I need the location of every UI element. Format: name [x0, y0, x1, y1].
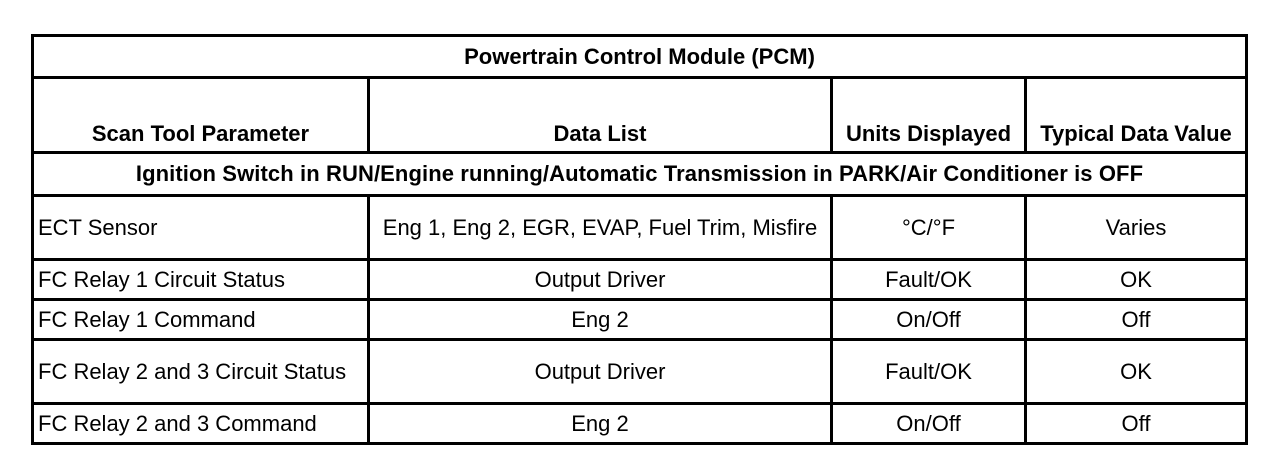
- cell-typical: Off: [1026, 404, 1247, 444]
- cell-param: FC Relay 2 and 3 Circuit Status: [33, 340, 369, 404]
- cell-typical: OK: [1026, 340, 1247, 404]
- table-row: [33, 340, 1247, 404]
- cell-param: FC Relay 2 and 3 Command: [33, 404, 369, 444]
- cell-data-list: Eng 2: [369, 300, 832, 340]
- cell-data-list: Eng 2: [369, 404, 832, 444]
- cell-units: Fault/OK: [832, 260, 1026, 300]
- cell-data-list: Eng 1, Eng 2, EGR, EVAP, Fuel Trim, Misfire: [369, 196, 832, 260]
- table-row: [33, 404, 1247, 444]
- condition-row: [33, 153, 1247, 196]
- table-header-row: [33, 78, 1247, 153]
- cell-param: FC Relay 1 Command: [33, 300, 369, 340]
- table-row: [33, 196, 1247, 260]
- header-scan-tool-parameter: Scan Tool Parameter: [33, 78, 369, 153]
- cell-typical: Varies: [1026, 196, 1247, 260]
- header-typical-data-value: Typical Data Value: [1026, 78, 1247, 153]
- cell-units: °C/°F: [832, 196, 1026, 260]
- table-title-row: [33, 36, 1247, 78]
- cell-data-list: Output Driver: [369, 340, 832, 404]
- table-title: Powertrain Control Module (PCM): [33, 36, 1247, 78]
- cell-data-list: Output Driver: [369, 260, 832, 300]
- cell-units: Fault/OK: [832, 340, 1026, 404]
- cell-param: ECT Sensor: [33, 196, 369, 260]
- cell-typical: OK: [1026, 260, 1247, 300]
- table-row: [33, 260, 1247, 300]
- cell-param: FC Relay 1 Circuit Status: [33, 260, 369, 300]
- header-units-displayed: Units Displayed: [832, 78, 1026, 153]
- cell-typical: Off: [1026, 300, 1247, 340]
- table-row: [33, 300, 1247, 340]
- pcm-table-container: [31, 34, 1245, 445]
- cell-units: On/Off: [832, 300, 1026, 340]
- cell-units: On/Off: [832, 404, 1026, 444]
- header-data-list: Data List: [369, 78, 832, 153]
- pcm-data-table: [31, 34, 1248, 445]
- operating-condition: Ignition Switch in RUN/Engine running/Automatic Transmission in PARK/Air Conditioner is OFF: [33, 153, 1247, 196]
